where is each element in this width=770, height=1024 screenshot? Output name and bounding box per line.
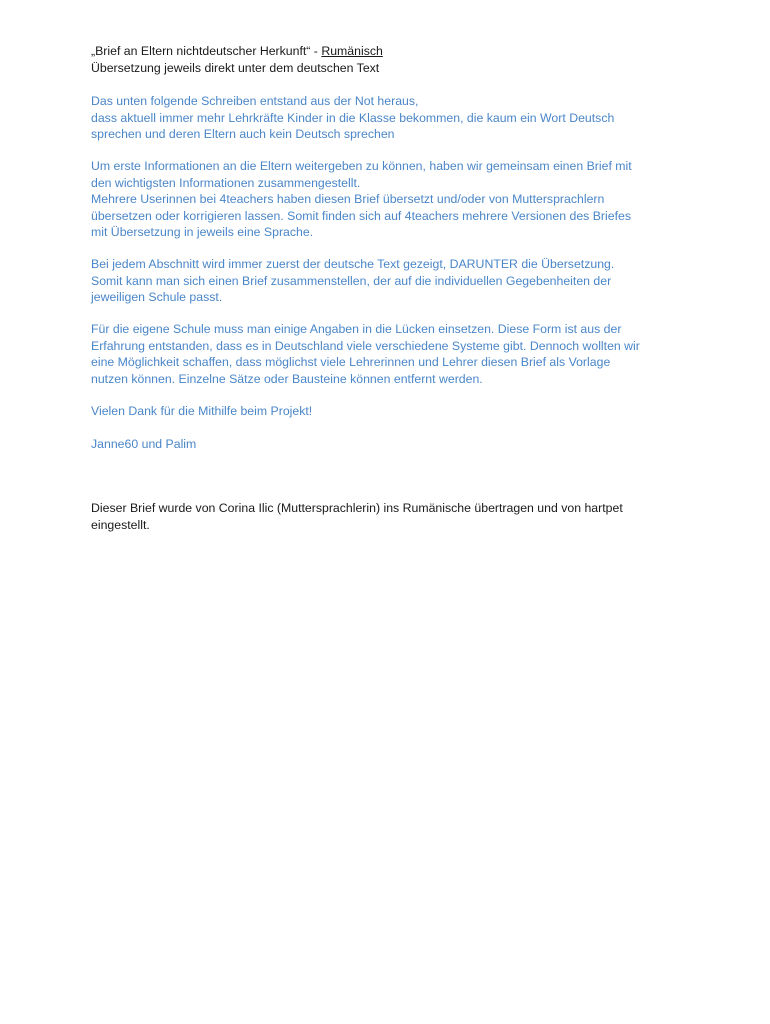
paragraph-line: eingestellt. [91, 517, 150, 532]
paragraph-line: den wichtigsten Informationen zusammengestellt. [91, 175, 361, 190]
title-prefix: „Brief an Eltern nichtdeutscher Herkunft“ - [91, 44, 322, 58]
signature-line: Janne60 und Palim [91, 437, 197, 451]
paragraph-line: übersetzen oder korrigieren lassen. Somit finden sich auf 4teachers mehrere Versionen des Briefes [91, 208, 631, 223]
paragraph-line: Bei jedem Abschnitt wird immer zuerst der deutsche Text gezeigt, DARUNTER die Übersetzung. [91, 257, 615, 271]
document-subtitle: Übersetzung jeweils direkt unter dem deutschen Text [91, 60, 380, 75]
paragraph-line: Das unten folgende Schreiben entstand aus der Not heraus, [91, 94, 419, 108]
paragraph-line: Erfahrung entstanden, dass es in Deutschland viele verschiedene Systeme gibt. Dennoch wollten wir [91, 338, 640, 353]
paragraph-line: Mehrere Userinnen bei 4teachers haben diesen Brief übersetzt und/oder von Muttersprachlern [91, 192, 605, 206]
paragraph-line: Um erste Informationen an die Eltern weitergeben zu können, haben wir gemeinsam einen Brief mit [91, 159, 632, 173]
paragraph-line: nutzen können. Einzelne Sätze oder Bausteine können entfernt werden. [91, 371, 483, 386]
paragraph-line: Für die eigene Schule muss man einige Angaben in die Lücken einsetzen. Diese Form ist aus der [91, 322, 622, 336]
order-paragraph [91, 256, 691, 306]
document-header [91, 43, 691, 76]
document-title [91, 43, 691, 60]
paragraph-line: mit Übersetzung in jeweils eine Sprache. [91, 225, 314, 239]
thanks-line: Vielen Dank für die Mithilfe beim Projekt! [91, 404, 313, 418]
info-paragraph [91, 158, 691, 241]
title-language: Rumänisch [321, 44, 383, 58]
paragraph-line: Somit kann man sich einen Brief zusammenstellen, der auf die individuellen Gegebenheiten der [91, 273, 612, 288]
paragraph-line: eine Möglichkeit schaffen, dass möglichst viele Lehrerinnen und Lehrer diesen Brief als Vorlage [91, 355, 611, 369]
school-paragraph [91, 321, 691, 387]
paragraph-line: Dieser Brief wurde von Corina Ilic (Muttersprachlerin) ins Rumänische übertragen und von hartpet [91, 501, 623, 515]
paragraph-line: jeweiligen Schule passt. [91, 290, 223, 304]
credit-paragraph [91, 500, 691, 533]
paragraph-line: dass aktuell immer mehr Lehrkräfte Kinder in die Klasse bekommen, die kaum ein Wort Deutsch [91, 110, 615, 125]
paragraph-line: sprechen und deren Eltern auch kein Deutsch sprechen [91, 127, 395, 141]
intro-paragraph [91, 93, 691, 143]
